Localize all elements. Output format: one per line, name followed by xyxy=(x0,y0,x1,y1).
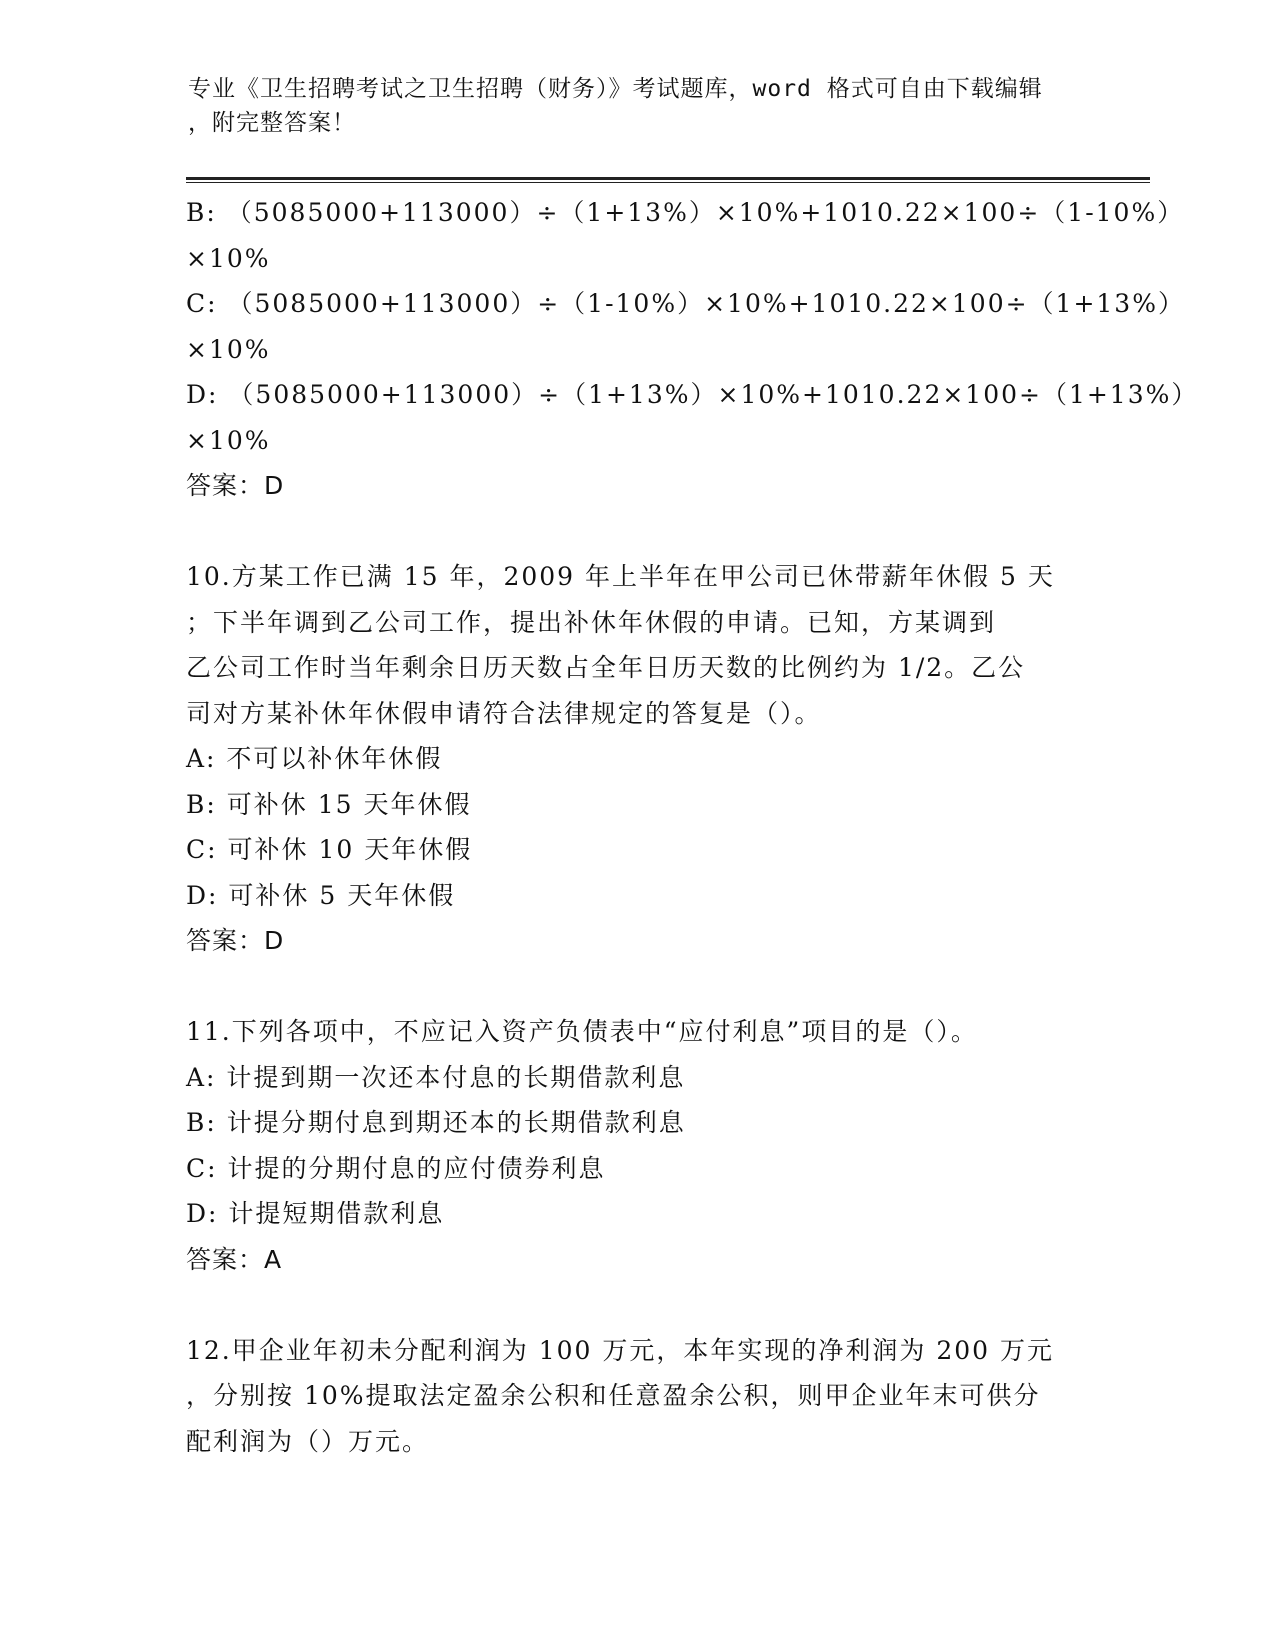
question-stem-line-4: 司对方某补休年休假申请符合法律规定的答复是（）。 xyxy=(186,698,822,728)
option-c: C: 计提的分期付息的应付债券利息 xyxy=(186,1153,606,1183)
option-c-line-1: C: （5085000+113000）÷（1-10%）×10%+1010.22×100÷（1+13%） xyxy=(186,289,1185,318)
question-12 xyxy=(186,1328,1086,1465)
question-stem-line-1: 11.下列各项中，不应记入资产负债表中“应付利息”项目的是（）。 xyxy=(186,1017,978,1046)
page-header xyxy=(188,72,1068,140)
question-stem-line-1: 10.方某工作已满 15 年，2009 年上半年在甲公司已休带薪年休假 5 天 xyxy=(186,562,1055,591)
question-stem-line-2: ，分别按 10%提取法定盈余公积和任意盈余公积，则甲企业年末可供分 xyxy=(186,1381,1041,1410)
answer: 答案：D xyxy=(186,471,285,500)
spacer xyxy=(186,1282,1086,1328)
question-10 xyxy=(186,554,1086,964)
header-line-1: 专业《卫生招聘考试之卫生招聘（财务）》考试题库，word 格式可自由下载编辑 xyxy=(188,76,1043,102)
document-body xyxy=(186,190,1199,1464)
header-rule-thin xyxy=(186,182,1150,183)
option-a: A: 计提到期一次还本付息的长期借款利息 xyxy=(186,1062,686,1092)
question-stem-line-2: ；下半年调到乙公司工作，提出补休年休假的申请。已知，方某调到 xyxy=(186,607,997,637)
header-line-2: ，附完整答案！ xyxy=(188,110,356,136)
spacer xyxy=(186,964,1086,1010)
option-a: A: 不可以补休年休假 xyxy=(186,744,443,773)
question-stem-line-3: 乙公司工作时当年剩余日历天数占全年日历天数的比例约为 1/2。乙公 xyxy=(186,653,1026,682)
option-d-line-2: ×10% xyxy=(186,425,271,455)
option-c-line-2: ×10% xyxy=(186,334,271,364)
option-d-line-1: D: （5085000+113000）÷（1+13%）×10%+1010.22×100÷（1+13%） xyxy=(186,380,1199,409)
question-stem-line-1: 12.甲企业年初未分配利润为 100 万元，本年实现的净利润为 200 万元 xyxy=(186,1335,1054,1365)
option-b: B: 计提分期付息到期还本的长期借款利息 xyxy=(186,1108,686,1137)
question-11 xyxy=(186,1009,1086,1282)
answer: 答案：D xyxy=(186,926,285,955)
option-b-line-1: B: （5085000+113000）÷（1+13%）×10%+1010.22×100÷（1-10%） xyxy=(186,198,1185,227)
option-b-line-2: ×10% xyxy=(186,243,271,273)
header-rule-thick xyxy=(186,177,1150,180)
spacer xyxy=(186,509,1086,555)
option-d: D: 可补休 5 天年休假 xyxy=(186,880,456,910)
answer: 答案：A xyxy=(186,1244,283,1274)
question-stem-line-3: 配利润为（）万元。 xyxy=(186,1426,430,1456)
option-c: C: 可补休 10 天年休假 xyxy=(186,835,473,864)
option-d: D: 计提短期借款利息 xyxy=(186,1199,445,1228)
question-9 xyxy=(186,190,1199,509)
option-b: B: 可补休 15 天年休假 xyxy=(186,789,472,819)
